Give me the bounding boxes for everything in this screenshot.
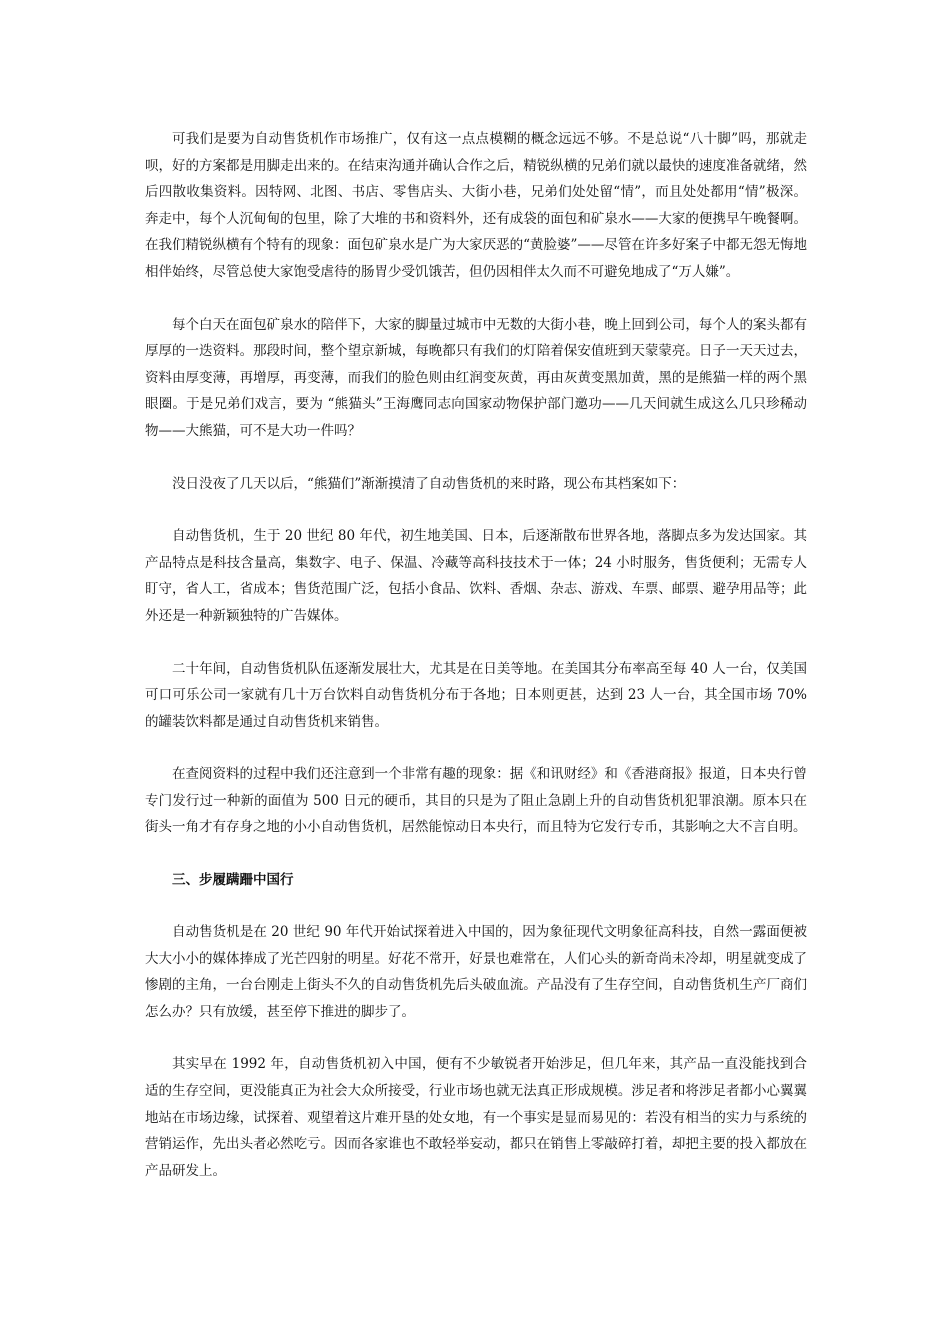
section-heading: 三、步履蹒跚中国行 [172,872,294,889]
paragraph-vending-profile: 自动售货机，生于 20 世纪 80 年代，初生地美国、日本，后逐渐散布世界各地，落脚点多为发达国家。其产品特点是科技含量高，集数字、电子、保温、冷藏等高科技技术于一体；24 小时服务，售货便利；无需专人盯守，省人工，省成本；售货范围广泛，包括小食品、饮料、香烟、杂志、游戏、车票、邮票、避孕用品等；此外还是一种新颖独特的广告媒体。 [145,528,807,624]
paragraph-research-effort: 可我们是要为自动售货机作市场推广，仅有这一点点模糊的概念远远不够。不是总说“八十脚”吗，那就走呗，好的方案都是用脚走出来的。在结束沟通并确认合作之后，精锐纵横的兄弟们就以最快的速度准备就绪，然后四散收集资料。因特网、北图、书店、零售店头、大街小巷，兄弟们处处留“情”，而且处处都用“情”极深。奔走中，每个人沉甸甸的包里，除了大堆的书和资料外，还有成袋的面包和矿泉水——大家的便携早午晚餐啊。在我们精锐纵横有个特有的现象：面包矿泉水是广为大家厌恶的“黄脸婆”——尽管在许多好案子中都无怨无悔地相伴始终，尽管总使大家饱受虐待的肠胃少受饥饿苦，但仍因相伴太久而不可避免地成了“万人嫌”。 [145,131,807,280]
paragraph-china-1992: 其实早在 1992 年，自动售货机初入中国，便有不少敏锐者开始涉足，但几年来，其产品一直没能找到合适的生存空间，更没能真正为社会大众所接受，行业市场也就无法真正形成规模。涉足者和将涉足者都小心翼翼地站在市场边缘，试探着、观望着这片难开垦的处女地，有一个事实是显而易见的：若没有相当的实力与系统的营销运作，先出头者必然吃亏。因而各家谁也不敢轻举妄动，都只在销售上零敲碎打着，却把主要的投入都放在产品研发上。 [145,1056,807,1179]
paragraph-profile-intro: 没日没夜了几天以后，“熊猫们”渐渐摸清了自动售货机的来时路，现公布其档案如下： [172,475,686,492]
paragraph-panda-eyes: 每个白天在面包矿泉水的陪伴下，大家的脚量过城市中无数的大街小巷，晚上回到公司，每个人的案头都有厚厚的一迭资料。那段时间，整个望京新城，每晚都只有我们的灯陪着保安值班到天蒙蒙亮。日子一天天过去，资料由厚变薄，再增厚，再变薄，而我们的脸色则由红润变灰黄，再由灰黄变黑加黄，黑的是熊猫一样的两个黑眼圈。于是兄弟们戏言，要为 “熊猫头”王海鹰同志向国家动物保护部门邀功——几天间就生成这么几只珍稀动物——大熊猫，可不是大功一件吗？ [145,316,807,439]
paragraph-china-entry: 自动售货机是在 20 世纪 90 年代开始试探着进入中国的，因为象征现代文明象征高科技，自然一露面便被大大小小的媒体捧成了光芒四射的明星。好花不常开，好景也难常在，人们心头的新奇尚未冷却，明星就变成了惨剧的主角，一台台刚走上街头不久的自动售货机先后头破血流。产品没有了生存空间，自动售货机生产厂商们怎么办？只有放缓，甚至停下推进的脚步了。 [145,924,807,1020]
document-page [145,126,807,1184]
paragraph-japan-coin: 在查阅资料的过程中我们还注意到一个非常有趣的现象：据《和讯财经》和《香港商报》报道，日本央行曾专门发行过一种新的面值为 500 日元的硬币，其目的只是为了阻止急剧上升的自动售货机犯罪浪潮。原本只在街头一角才有存身之地的小小自动售货机，居然能惊动日本央行，而且特为它发行专币，其影响之大不言自明。 [145,766,807,836]
paragraph-us-japan-growth: 二十年间，自动售货机队伍逐渐发展壮大，尤其是在日美等地。在美国其分布率高至每 40 人一台，仅美国可口可乐公司一家就有几十万台饮料自动售货机分布于各地；日本则更甚，达到 23 人一台，其全国市场 70% 的罐装饮料都是通过自动售货机来销售。 [145,660,807,730]
